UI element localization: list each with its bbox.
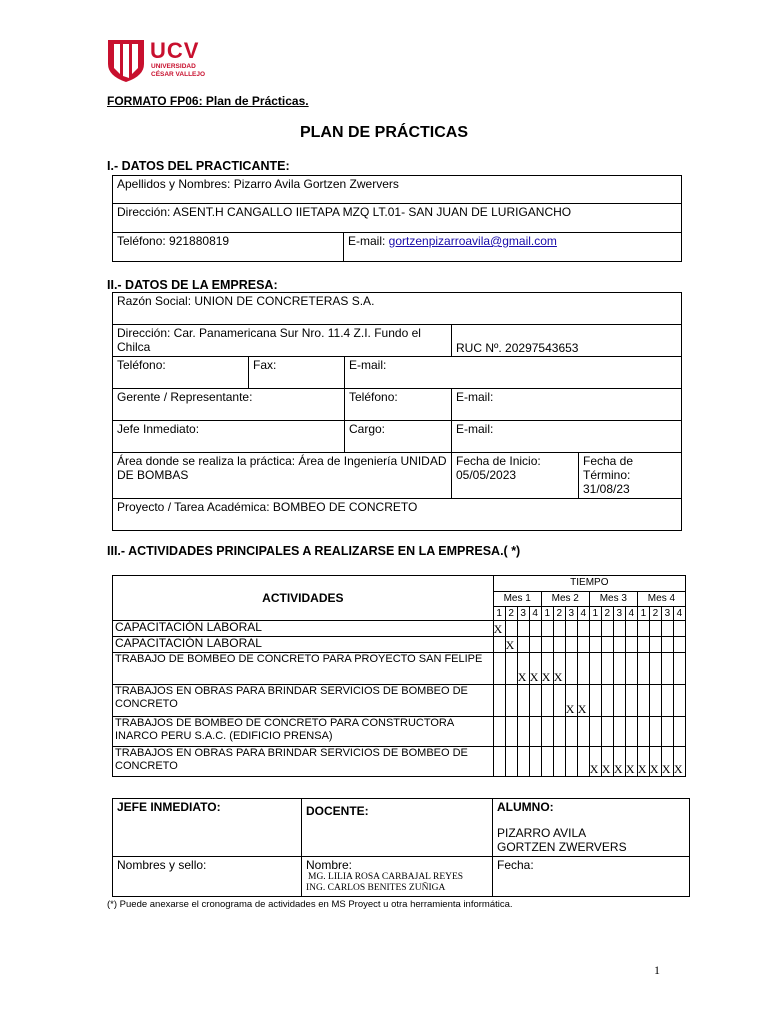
activity-row	[113, 653, 686, 685]
activity-row	[113, 637, 686, 653]
schedule-cell	[565, 653, 577, 685]
month-header: Mes 3	[589, 592, 637, 607]
format-title: FORMATO FP06: Plan de Prácticas.	[107, 94, 309, 108]
schedule-cell	[505, 685, 517, 717]
schedule-cell	[565, 747, 577, 777]
email-cell: E-mail: gortzenpizarroavila@gmail.com	[344, 233, 682, 262]
schedule-mark: X	[637, 762, 647, 776]
schedule-mark: X	[661, 762, 671, 776]
week-header: 2	[601, 607, 613, 621]
schedule-cell	[637, 637, 649, 653]
ucv-logo	[106, 38, 216, 82]
schedule-mark: X	[541, 670, 551, 684]
schedule-cell	[541, 621, 553, 637]
schedule-cell	[613, 685, 625, 717]
schedule-cell	[493, 637, 505, 653]
page-title: PLAN DE PRÁCTICAS	[299, 124, 468, 141]
schedule-cell	[613, 637, 625, 653]
schedule-mark: X	[565, 702, 575, 716]
actividades-header: ACTIVIDADES	[113, 576, 494, 621]
schedule-cell	[625, 653, 637, 685]
schedule-cell	[589, 747, 601, 777]
schedule-cell	[637, 747, 649, 777]
week-header: 1	[541, 607, 553, 621]
docente-heading: DOCENTE:	[302, 799, 493, 857]
schedule-cell	[661, 717, 673, 747]
week-header: 2	[649, 607, 661, 621]
docente-name-2: ING. CARLOS BENITES ZUÑIGA	[306, 883, 446, 893]
schedule-cell	[493, 685, 505, 717]
schedule-cell	[637, 653, 649, 685]
logo-text: UCV	[150, 38, 200, 63]
schedule-mark: X	[601, 762, 611, 776]
schedule-cell	[529, 717, 541, 747]
schedule-cell	[613, 621, 625, 637]
fax-cell: Fax:	[249, 357, 345, 389]
schedule-cell	[517, 653, 529, 685]
activity-row	[113, 747, 686, 777]
schedule-cell	[577, 621, 589, 637]
week-header: 4	[625, 607, 637, 621]
schedule-cell	[565, 621, 577, 637]
schedule-cell	[637, 621, 649, 637]
schedule-cell	[517, 685, 529, 717]
schedule-mark: X	[517, 670, 527, 684]
docente-name-1: MG. LILIA ROSA CARBAJAL REYES	[308, 872, 464, 882]
week-header: 4	[529, 607, 541, 621]
schedule-cell	[613, 747, 625, 777]
schedule-cell	[613, 717, 625, 747]
schedule-cell	[673, 653, 685, 685]
practicante-table	[112, 175, 682, 262]
schedule-cell	[649, 637, 661, 653]
alumno-name-2: GORTZEN ZWERVERS	[497, 840, 627, 854]
week-header: 3	[661, 607, 673, 621]
schedule-cell	[505, 717, 517, 747]
schedule-mark: X	[625, 762, 635, 776]
section3-heading: III.- ACTIVIDADES PRINCIPALES A REALIZARSE EN LA EMPRESA.( *)	[107, 544, 521, 558]
schedule-cell	[601, 747, 613, 777]
schedule-cell	[493, 717, 505, 747]
schedule-mark: X	[589, 762, 599, 776]
gerente-email-cell: E-mail:	[452, 389, 682, 421]
fecha-inicio-cell: Fecha de Inicio: 05/05/2023	[452, 453, 579, 499]
nombres-cell: Apellidos y Nombres: Pizarro Avila Gortzen Zwervers	[113, 176, 682, 204]
schedule-cell	[553, 747, 565, 777]
schedule-cell	[505, 637, 517, 653]
gerente-telefono-cell: Teléfono:	[345, 389, 452, 421]
schedule-cell	[577, 747, 589, 777]
schedule-cell	[577, 717, 589, 747]
schedule-mark: X	[493, 622, 503, 636]
schedule-cell	[565, 637, 577, 653]
signatures-table	[112, 798, 690, 897]
schedule-cell	[505, 621, 517, 637]
jefe-cell: Jefe Inmediato:	[113, 421, 345, 453]
schedule-cell	[637, 685, 649, 717]
schedule-mark: X	[529, 670, 539, 684]
week-header: 3	[565, 607, 577, 621]
schedule-cell	[541, 637, 553, 653]
empresa-email-cell: E-mail:	[345, 357, 682, 389]
schedule-cell	[649, 747, 661, 777]
logo-subtext: UNIVERSIDAD CÉSAR VALLEJO	[151, 63, 206, 78]
schedule-cell	[625, 717, 637, 747]
schedule-cell	[589, 717, 601, 747]
activity-row	[113, 717, 686, 747]
schedule-mark: X	[649, 762, 659, 776]
schedule-cell	[649, 685, 661, 717]
empresa-table	[112, 292, 682, 531]
empresa-telefono-cell: Teléfono:	[113, 357, 249, 389]
direccion-cell: Dirección: ASENT.H CANGALLO IIETAPA MZQ LT.01- SAN JUAN DE LURIGANCHO	[113, 204, 682, 233]
schedule-cell	[673, 621, 685, 637]
schedule-cell	[517, 637, 529, 653]
schedule-cell	[577, 685, 589, 717]
schedule-cell	[577, 637, 589, 653]
schedule-cell	[529, 637, 541, 653]
schedule-cell	[601, 685, 613, 717]
week-header: 2	[553, 607, 565, 621]
schedule-cell	[577, 653, 589, 685]
schedule-cell	[517, 747, 529, 777]
week-header: 1	[637, 607, 649, 621]
schedule-cell	[661, 747, 673, 777]
schedule-cell	[601, 621, 613, 637]
schedule-mark: X	[577, 702, 587, 716]
schedule-cell	[529, 653, 541, 685]
schedule-cell	[661, 653, 673, 685]
schedule-cell	[553, 685, 565, 717]
schedule-cell	[541, 717, 553, 747]
schedule-cell	[553, 621, 565, 637]
schedule-cell	[541, 685, 553, 717]
activity-name: TRABAJOS DE BOMBEO DE CONCRETO PARA CONSTRUCTORA INARCO PERU S.A.C. (EDIFICIO PRENSA)	[113, 717, 494, 747]
alumno-heading: ALUMNO:	[497, 800, 554, 814]
schedule-cell	[625, 747, 637, 777]
schedule-cell	[637, 717, 649, 747]
schedule-cell	[649, 621, 661, 637]
schedule-cell	[493, 653, 505, 685]
schedule-cell	[601, 653, 613, 685]
activity-row	[113, 621, 686, 637]
week-header: 4	[577, 607, 589, 621]
alumno-cell	[493, 799, 690, 857]
schedule-cell	[565, 685, 577, 717]
schedule-cell	[589, 685, 601, 717]
activity-name: CAPACITACIÓN LABORAL	[113, 621, 494, 637]
tiempo-header: TIEMPO	[493, 576, 685, 592]
telefono-cell: Teléfono: 921880819	[113, 233, 344, 262]
schedule-cell	[673, 637, 685, 653]
schedule-cell	[673, 717, 685, 747]
jefe-email-cell: E-mail:	[452, 421, 682, 453]
schedule-cell	[517, 621, 529, 637]
footnote: (*) Puede anexarse el cronograma de actividades en MS Proyect u otra herramienta informática.	[107, 899, 513, 910]
month-header: Mes 2	[541, 592, 589, 607]
razon-social-cell: Razón Social: UNION DE CONCRETERAS S.A.	[113, 293, 682, 325]
schedule-cell	[505, 747, 517, 777]
week-header: 2	[505, 607, 517, 621]
schedule-cell	[625, 685, 637, 717]
jefe-inmediato-heading: JEFE INMEDIATO:	[113, 799, 302, 857]
schedule-cell	[673, 685, 685, 717]
schedule-cell	[673, 747, 685, 777]
schedule-cell	[661, 685, 673, 717]
docente-nombre-cell: Nombre: MG. LILIA ROSA CARBAJAL REYES ING. CARLOS BENITES ZUÑIGA	[302, 857, 493, 897]
area-cell: Área donde se realiza la práctica: Área de Ingeniería UNIDAD DE BOMBAS	[113, 453, 452, 499]
schedule-cell	[661, 621, 673, 637]
schedule-cell	[553, 653, 565, 685]
fecha-cell: Fecha:	[493, 857, 690, 897]
month-header: Mes 1	[493, 592, 541, 607]
empresa-direccion-cell: Dirección: Car. Panamericana Sur Nro. 11.4 Z.I. Fundo el Chilca	[113, 325, 452, 357]
page-number: 1	[654, 963, 660, 977]
schedule-cell	[601, 717, 613, 747]
section1-heading: I.- DATOS DEL PRACTICANTE:	[107, 159, 290, 173]
week-header: 3	[517, 607, 529, 621]
schedule-cell	[505, 653, 517, 685]
activity-name: TRABAJOS EN OBRAS PARA BRINDAR SERVICIOS DE BOMBEO DE CONCRETO	[113, 685, 494, 717]
schedule-cell	[661, 637, 673, 653]
activity-name: TRABAJO DE BOMBEO DE CONCRETO PARA PROYECTO SAN FELIPE	[113, 653, 494, 685]
activity-name: TRABAJOS EN OBRAS PARA BRINDAR SERVICIOS DE BOMBEO DE CONCRETO	[113, 747, 494, 777]
alumno-name-1: PIZARRO AVILA	[497, 826, 587, 840]
email-link[interactable]: gortzenpizarroavila@gmail.com	[388, 234, 557, 248]
schedule-mark: X	[613, 762, 623, 776]
schedule-cell	[565, 717, 577, 747]
schedule-cell	[649, 717, 661, 747]
schedule-cell	[625, 637, 637, 653]
month-header: Mes 4	[637, 592, 685, 607]
schedule-cell	[529, 747, 541, 777]
nombres-sello-cell: Nombres y sello:	[113, 857, 302, 897]
schedule-cell	[589, 653, 601, 685]
schedule-cell	[541, 653, 553, 685]
schedule-cell	[601, 637, 613, 653]
section2-heading: II.- DATOS DE LA EMPRESA:	[107, 278, 278, 292]
fecha-termino-cell: Fecha de Término: 31/08/23	[579, 453, 682, 499]
schedule-cell	[625, 621, 637, 637]
proyecto-cell: Proyecto / Tarea Académica: BOMBEO DE CONCRETO	[113, 499, 682, 531]
schedule-cell	[541, 747, 553, 777]
schedule-cell	[517, 717, 529, 747]
jefe-cargo-cell: Cargo:	[345, 421, 452, 453]
week-header: 1	[589, 607, 601, 621]
schedule-cell	[529, 621, 541, 637]
schedule-mark: X	[505, 638, 515, 652]
schedule-cell	[493, 747, 505, 777]
schedule-cell	[529, 685, 541, 717]
gerente-cell: Gerente / Representante:	[113, 389, 345, 421]
ruc-cell: RUC Nº. 20297543653	[452, 325, 682, 357]
activities-table	[112, 575, 686, 777]
activity-row	[113, 685, 686, 717]
schedule-mark: X	[673, 762, 683, 776]
activity-name: CAPACITACIÓN LABORAL	[113, 637, 494, 653]
schedule-cell	[649, 653, 661, 685]
schedule-mark: X	[553, 670, 563, 684]
week-header: 4	[673, 607, 685, 621]
schedule-cell	[553, 717, 565, 747]
schedule-cell	[589, 637, 601, 653]
schedule-cell	[553, 637, 565, 653]
schedule-cell	[493, 621, 505, 637]
schedule-cell	[613, 653, 625, 685]
schedule-cell	[589, 621, 601, 637]
week-header: 1	[493, 607, 505, 621]
week-header: 3	[613, 607, 625, 621]
